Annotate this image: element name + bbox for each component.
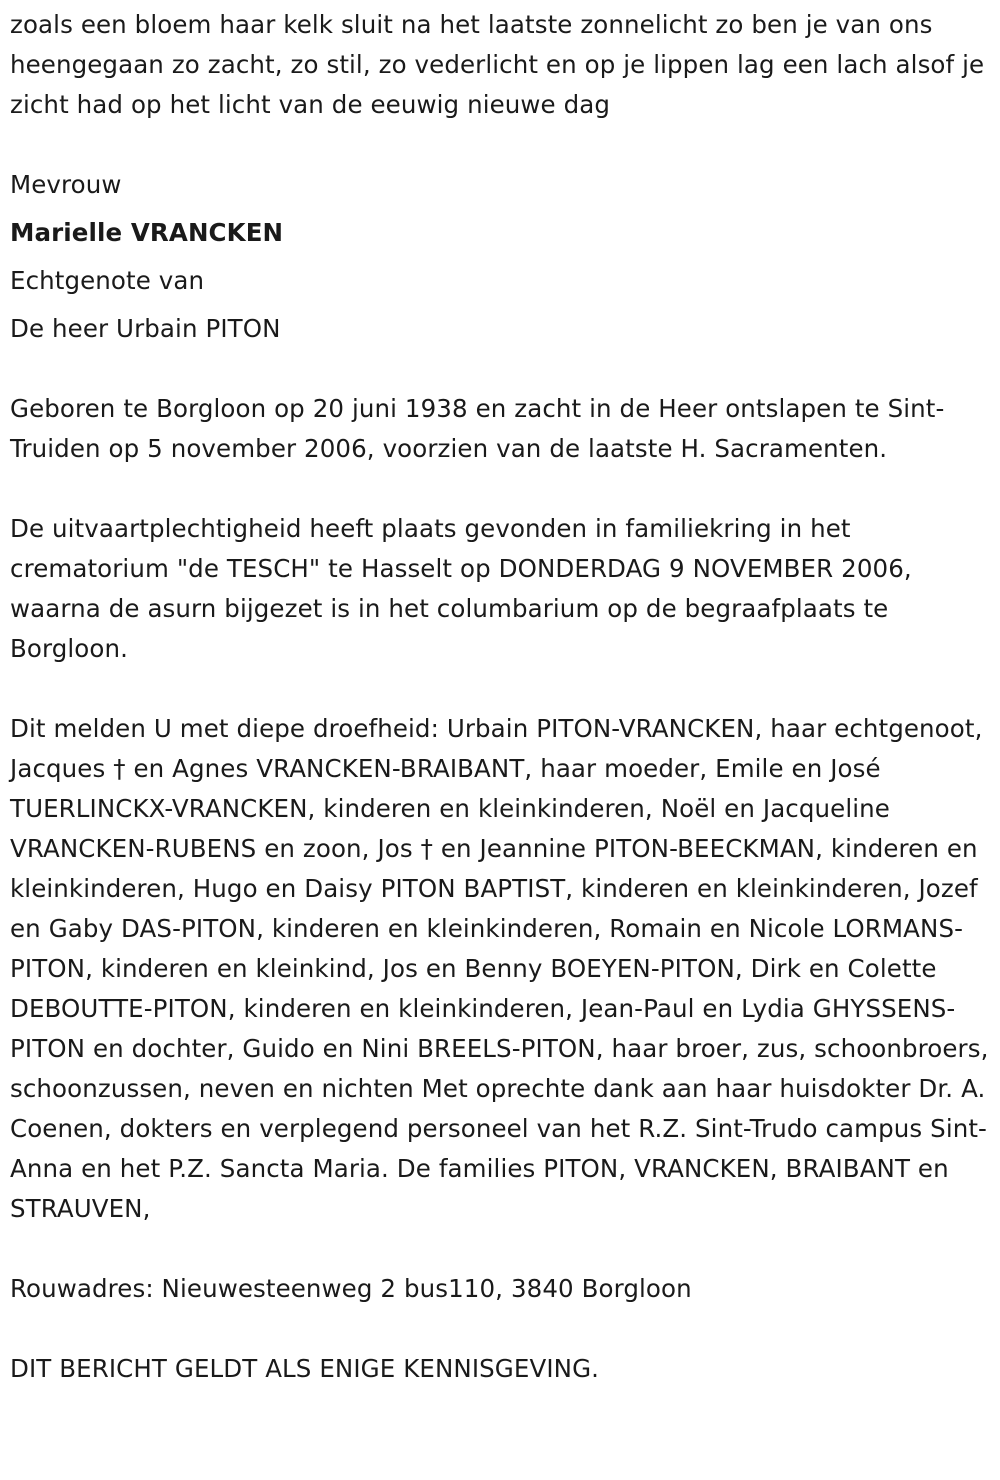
deceased-name: Marielle VRANCKEN bbox=[10, 218, 284, 247]
obituary-document bbox=[10, 5, 992, 1389]
family-paragraph: Dit melden U met diepe droefheid: Urbain PITON-VRANCKEN, haar echtgenoot, Jacques † en Agnes VRANCKEN-BRAIBANT, haar moeder, Emile en José TUERLINCKX-VRANCKEN, kinderen en kleinkinderen, Noël en Jacqueline VRANCKEN-RUBENS en zoon, Jos † en Jeannine PITON-BEECKMAN, kinderen en kleinkinderen, Hugo en Daisy PITON BAPTIST, kinderen en kleinkinderen, Jozef en Gaby DAS-PITON, kinderen en kleinkinderen, Romain en Nicole LORMANS-PITON, kinderen en kleinkind, Jos en Benny BOEYEN-PITON, Dirk en Colette DEBOUTTE-PITON, kinderen en kleinkinderen, Jean-Paul en Lydia GHYSSENS-PITON en dochter, Guido en Nini BREELS-PITON, haar broer, zus, schoonbroers, schoonzussen, neven en nichten Met oprechte dank aan haar huisdokter Dr. A. Coenen, dokters en verplegend personeel van het R.Z. Sint-Trudo campus Sint-Anna en het P.Z. Sancta Maria. De families PITON, VRANCKEN, BRAIBANT en STRAUVEN, bbox=[10, 714, 989, 1223]
funeral-paragraph: De uitvaartplechtigheid heeft plaats gevonden in familiekring in het crematorium "de TESCH" te Hasselt op DONDERDAG 9 NOVEMBER 2006, waarna de asurn bijgezet is in het columbarium op de begraafplaats te Borgloon. bbox=[10, 514, 912, 663]
salutation: Mevrouw bbox=[10, 170, 122, 199]
spouse-name: De heer Urbain PITON bbox=[10, 314, 281, 343]
spouse-label: Echtgenote van bbox=[10, 266, 205, 295]
birth-death-paragraph: Geboren te Borgloon op 20 juni 1938 en zacht in de Heer ontslapen te Sint-Truiden op 5 november 2006, voorzien van de laatste H. Sacramenten. bbox=[10, 394, 945, 463]
mourning-address: Rouwadres: Nieuwesteenweg 2 bus110, 3840 Borgloon bbox=[10, 1274, 692, 1303]
poem-paragraph: zoals een bloem haar kelk sluit na het laatste zonnelicht zo ben je van ons heengegaan zo zacht, zo stil, zo vederlicht en op je lippen lag een lach alsof je zicht had op het licht van de eeuwig nieuwe dag bbox=[10, 10, 985, 119]
notice-statement: DIT BERICHT GELDT ALS ENIGE KENNISGEVING. bbox=[10, 1354, 600, 1383]
